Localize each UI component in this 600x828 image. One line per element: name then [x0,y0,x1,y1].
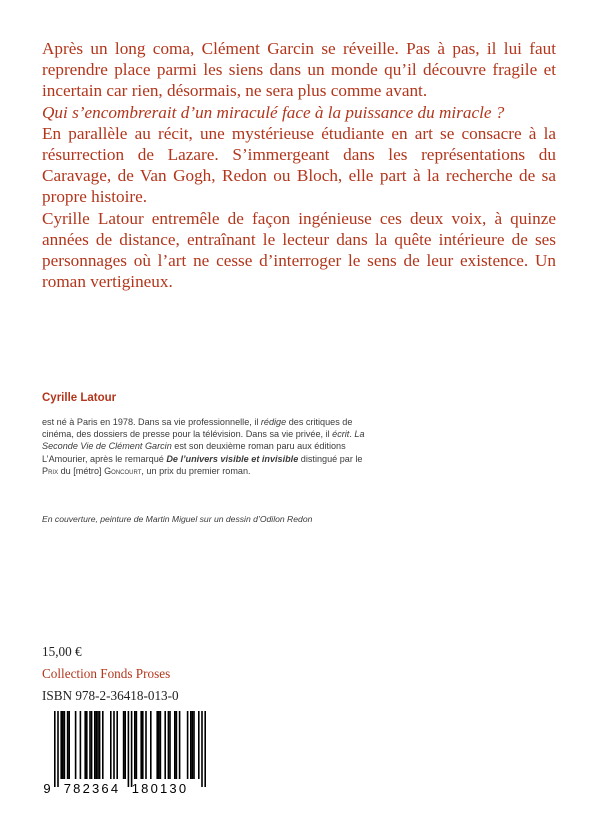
barcode-bar [86,711,88,779]
barcode-bar [54,711,56,787]
barcode-bar [99,711,101,779]
collection-name: Collection Fonds Proses [42,666,171,681]
barcode-bar [158,711,160,779]
barcode-bar [169,711,171,779]
bio-text: des critiques de cinéma, des dossiers de presse pour la télévision. Dans sa vie privée, il [42,417,353,440]
barcode-bar [164,711,166,779]
barcode-bar [89,711,91,779]
barcode-bar [113,711,115,779]
barcode-bar [176,711,178,779]
bio-text: du [métro] [58,465,105,476]
barcode-bar [201,711,203,787]
book-title: La Seconde Vie de Clément Garcin [42,429,365,452]
prize-word: Prix [42,465,59,476]
bio-text: distingué par le [298,453,363,464]
barcode-bar [168,711,170,779]
barcode-bar [91,711,93,779]
price: 15,00 € [42,644,82,659]
bio-text: est son deuxième roman paru aux éditions L’Amourier, après le remarqué [42,441,346,464]
barcode-right-digits: 180130 [131,781,189,796]
barcode-bar [193,711,195,779]
author-bio [42,416,372,477]
barcode-bar [134,711,136,779]
barcode-bar [80,711,82,779]
barcode-bar [75,711,77,779]
bio-text: est né à Paris en 1978. Dans sa vie professionnelle, il [42,417,261,427]
bio-text: , un prix du premier roman. [141,465,251,476]
barcode-bar [128,711,130,787]
barcode [42,711,207,797]
barcode-bar [97,711,99,779]
first-book-title: De l’univers visible et invisible [166,453,299,464]
barcode-bar [160,711,162,779]
barcode-bar [68,711,70,779]
barcode-bar [190,711,192,779]
barcode-bar [179,711,181,779]
barcode-bar [67,711,69,779]
barcode-bar [174,711,176,779]
barcode-bar [102,711,104,779]
barcode-bar [94,711,96,779]
barcode-bar [198,711,200,779]
bio-text: rédige [260,417,287,427]
barcode-bar [96,711,98,779]
goncourt-word: Goncourt [104,465,142,476]
barcode-bar [142,711,144,779]
barcode-bar [187,711,189,779]
barcode-bar [60,711,62,779]
barcode-bar [123,711,125,779]
barcode-bar [140,711,142,779]
barcode-bar [204,711,206,787]
back-cover-blurb [42,38,556,292]
barcode-left-digits: 782364 [63,781,121,796]
blurb-question: Qui s’encombrerait d’un miraculé face à la puissance du miracle ? [42,102,505,122]
barcode-bar [116,711,118,779]
barcode-bar [136,711,138,779]
barcode-bar [64,711,66,779]
barcode-bar [156,711,158,779]
bio-text: . [349,429,355,440]
barcode-bar [131,711,133,787]
bio-text: écrit [332,429,350,440]
barcode-bar [110,711,112,779]
barcode-bar [84,711,86,779]
cover-credit: En couverture, peinture de Martin Miguel sur un dessin d’Odilon Redon [42,514,313,524]
blurb-paragraph-1: Après un long coma, Clément Garcin se réveille. Pas à pas, il lui faut reprendre place parmi les siens dans un monde qu’il découvre fragile et incertain car rien, désormais, ne sera plus comme avant. [42,39,556,101]
author-name: Cyrille Latour [42,392,117,404]
barcode-bar [150,711,152,779]
barcode-bar [124,711,126,779]
barcode-bar [62,711,64,779]
barcode-bar [192,711,194,779]
barcode-bar [57,711,59,787]
barcode-bar [145,711,147,779]
blurb-paragraph-3: Cyrille Latour entremêle de façon ingénieuse ces deux voix, à quinze années de distance, entraînant le lecteur dans la quête intérieure de ses personnages où l’art ne cesse d’interroger le sens de leur existence. Un roman vertigineux. [42,208,556,292]
isbn: ISBN 978-2-36418-013-0 [42,688,179,703]
blurb-paragraph-2: En parallèle au récit, une mystérieuse étudiante en art se consacre à la résurrection de Lazare. S’immergeant dans les représentations du Caravage, de Van Gogh, Redon ou Bloch, elle part à la recherche de sa propre histoire. [42,123,556,207]
barcode-first-digit: 9 [43,781,51,796]
